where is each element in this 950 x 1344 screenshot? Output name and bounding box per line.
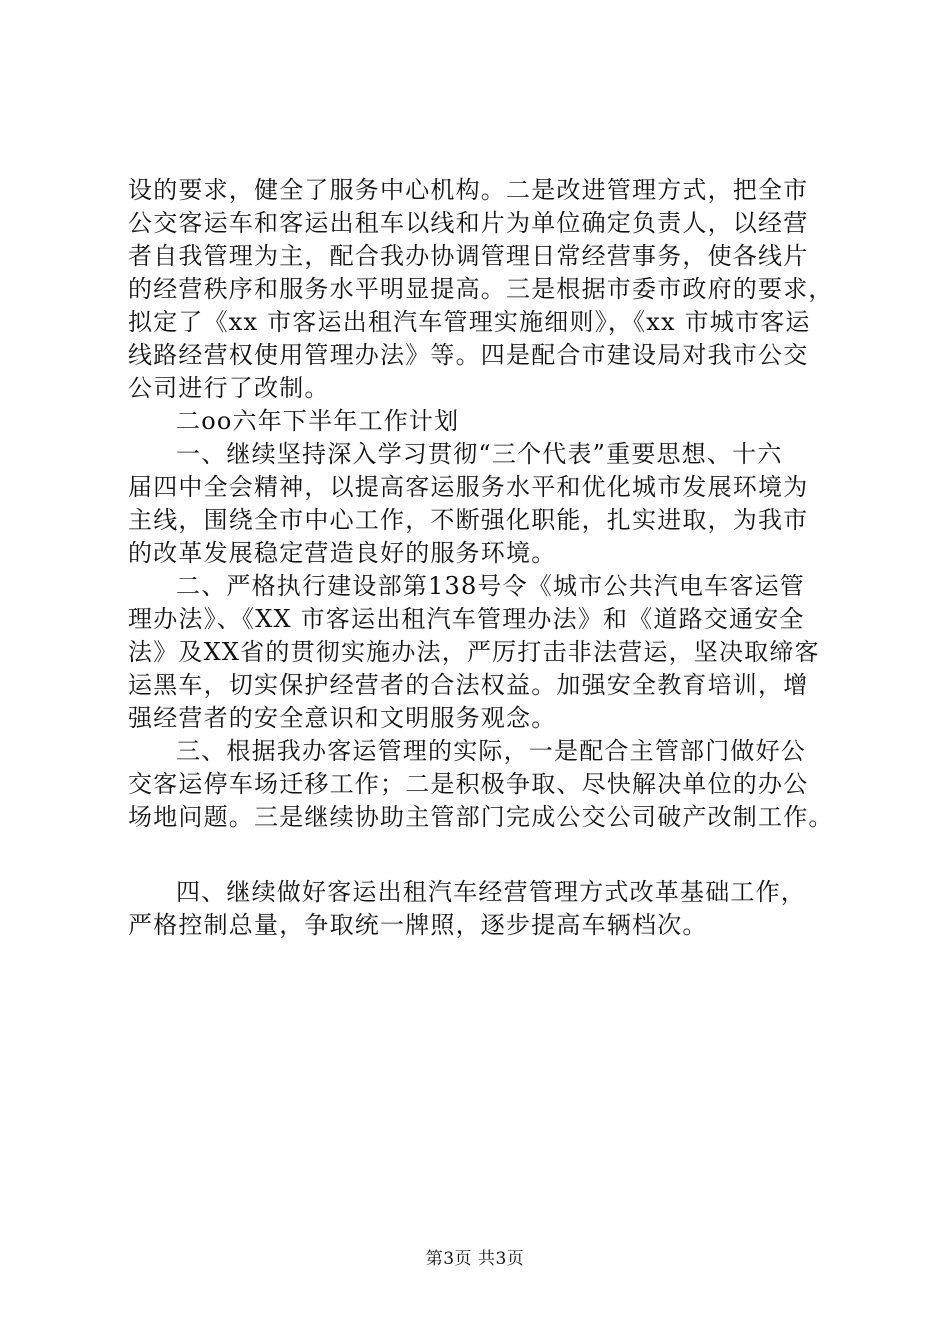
paragraph-line: 者自我管理为主，配合我办协调管理日常经营事务，使各线片 bbox=[128, 242, 809, 270]
paragraph-line: 公交客运车和客运出租车以线和片为单位确定负责人，以经营 bbox=[128, 209, 809, 237]
plan-item-1-line: 主线，围绕全市中心工作，不断强化职能，扎实进取，为我市 bbox=[128, 506, 809, 534]
paragraph-line: 的经营秩序和服务水平明显提高。三是根据市委市政府的要求， bbox=[128, 275, 834, 303]
document-body bbox=[128, 174, 868, 942]
plan-item-3-line: 三、根据我办客运管理的实际，一是配合主管部门做好公 bbox=[176, 737, 806, 765]
paragraph-line: 拟定了《xx 市客运出租汽车管理实施细则》，《xx 市城市客运 bbox=[128, 308, 811, 336]
plan-item-4-line: 四、继续做好客运出租汽车经营管理方式改革基础工作， bbox=[176, 878, 806, 906]
plan-item-2-line: 理办法》、《XX 市客运出租汽车管理办法》和《道路交通安全 bbox=[128, 605, 805, 633]
plan-item-1-line: 一、继续坚持深入学习贯彻“三个代表”重要思想、十六 bbox=[176, 440, 783, 468]
plan-item-3-line: 场地问题。三是继续协助主管部门完成公交公司破产改制工作。 bbox=[128, 803, 834, 831]
page-number-footer: 第3页 共3页 bbox=[425, 1249, 525, 1269]
paragraph-line: 线路经营权使用管理办法》等。四是配合市建设局对我市公交 bbox=[128, 341, 809, 369]
plan-item-2-line: 二、严格执行建设部第138号令《城市公共汽电车客运管 bbox=[176, 572, 806, 600]
plan-item-1-line: 的改革发展稳定营造良好的服务环境。 bbox=[128, 539, 557, 567]
plan-item-2-line: 运黑车，切实保护经营者的合法权益。加强安全教育培训，增 bbox=[128, 671, 809, 699]
plan-item-2-line: 法》及XX省的贯彻实施办法，严厉打击非法营运，坚决取缔客 bbox=[128, 638, 820, 666]
plan-item-3-line: 交客运停车场迁移工作；二是积极争取、尽快解决单位的办公 bbox=[128, 770, 809, 798]
paragraph-line: 公司进行了改制。 bbox=[128, 374, 330, 402]
paragraph-gap bbox=[128, 834, 868, 876]
plan-item-2-line: 强经营者的安全意识和文明服务观念。 bbox=[128, 704, 557, 732]
plan-item-4-line: 严格控制总量，争取统一牌照，逐步提高车辆档次。 bbox=[128, 911, 708, 939]
section-heading: 二oo六年下半年工作计划 bbox=[176, 407, 460, 435]
plan-item-1-line: 届四中全会精神，以提高客运服务水平和优化城市发展环境为 bbox=[128, 473, 809, 501]
paragraph-line: 设的要求，健全了服务中心机构。二是改进管理方式，把全市 bbox=[128, 176, 809, 204]
